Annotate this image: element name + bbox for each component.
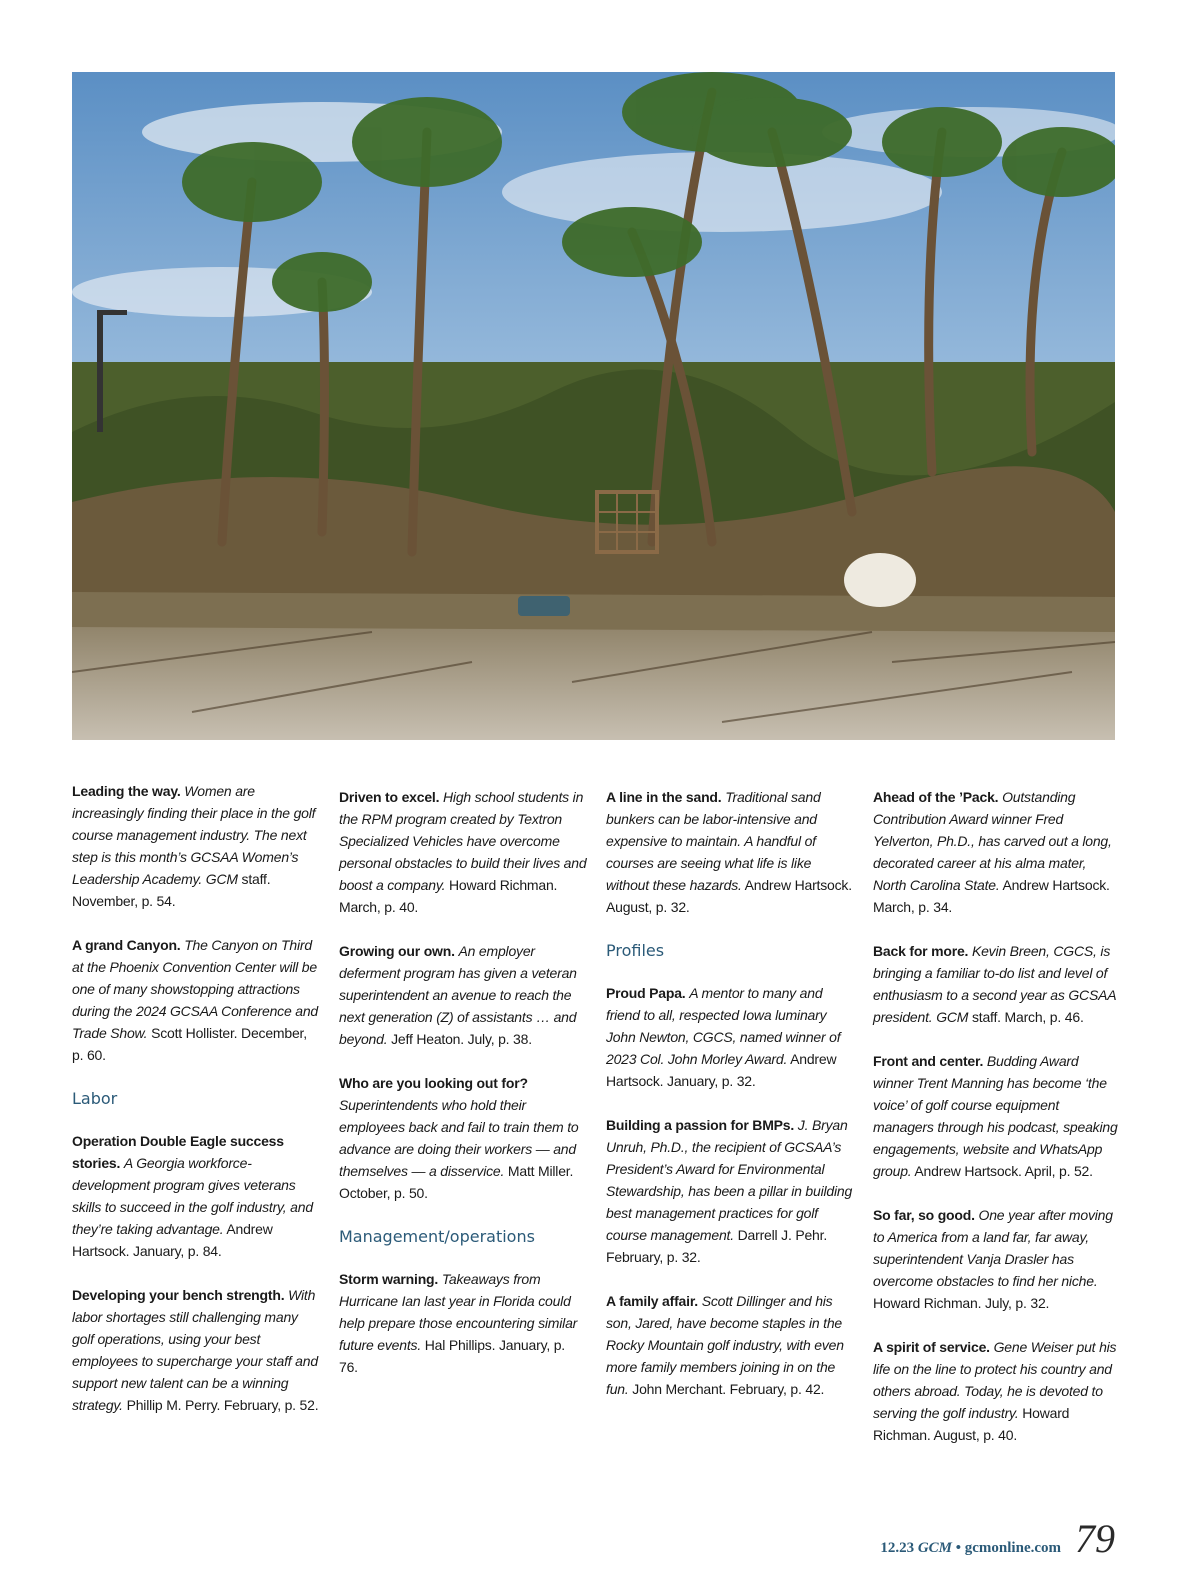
entry [339, 786, 587, 918]
entry-headline: Driven to excel. [339, 789, 440, 805]
entry-source: Andrew Hartsock. January, p. 32. [606, 1051, 837, 1089]
entry [606, 786, 854, 918]
column-1 [72, 780, 320, 1438]
entry-headline: Who are you looking out for? [339, 1075, 528, 1091]
page-number: 79 [1075, 1516, 1115, 1561]
entry-headline: Operation Double Eagle success stories. [72, 1133, 284, 1171]
entry-headline: Leading the way. [72, 783, 181, 799]
entry-source: Howard Richman. March, p. 40. [339, 877, 558, 915]
entry-headline: So far, so good. [873, 1207, 975, 1223]
entry [606, 1114, 854, 1268]
entry-headline: Building a passion for BMPs. [606, 1117, 795, 1133]
entry-headline: Growing our own. [339, 943, 455, 959]
footer-separator: • [955, 1540, 962, 1556]
entry-description: Kevin Breen, CGCS, is bringing a familiar to-do list and level of enthusiasm to a second year as GCSAA president. [873, 943, 1116, 1025]
hurricane-damage-photo [72, 72, 1115, 740]
entry [873, 1336, 1121, 1446]
article-index [72, 780, 1122, 1460]
entry [873, 940, 1121, 1028]
entry-description: Scott Dillinger and his son, Jared, have become staples in the Rocky Mountain golf industry, with even more family members joining in on the fun. [606, 1293, 844, 1397]
section-heading-profiles: Profiles [606, 941, 665, 960]
entry-source: Howard Richman. August, p. 40. [873, 1405, 1070, 1443]
entry [72, 1284, 320, 1416]
entry-source: Matt Miller. October, p. 50. [339, 1163, 574, 1201]
section-heading-management: Management/operations [339, 1227, 535, 1246]
entry [339, 1072, 587, 1204]
entry-description: Takeaways from Hurricane Ian last year in Florida could help prepare those encountering similar future events. [339, 1271, 578, 1353]
issue-date: 12.23 [880, 1540, 915, 1556]
entry-source: Andrew Hartsock. March, p. 34. [873, 877, 1110, 915]
entry-source: John Merchant. February, p. 42. [632, 1381, 825, 1397]
page-footer [880, 1515, 1115, 1562]
photo-illustration [72, 72, 1115, 740]
entry-description: J. Bryan Unruh, Ph.D., the recipient of GCSAA’s President’s Award for Environmental Stewardship, has been a pillar in building best management practices for golf course management. [606, 1117, 853, 1243]
entry-description: Women are increasingly finding their place in the golf course management industry. The next step is this month’s GCSAA Women’s Leadership Academy. [72, 783, 316, 887]
entry [606, 982, 854, 1092]
entry [339, 1268, 587, 1378]
entry [873, 786, 1121, 918]
entry-headline: A line in the sand. [606, 789, 722, 805]
entry-description: Gene Weiser put his life on the line to protect his country and others abroad. Today, he is devoted to serving the golf industry. [873, 1339, 1117, 1421]
entry [339, 940, 587, 1050]
entry-source: staff. March, p. 46. [971, 1009, 1084, 1025]
entry-description: Traditional sand bunkers can be labor-intensive and expensive to maintain. A handful of courses are seeing what life is like without these hazards. [606, 789, 821, 893]
entry-description: A Georgia workforce-development program gives veterans skills to succeed in the golf industry, and they’re taking advantage. [72, 1155, 313, 1237]
entry-headline: Ahead of the ’Pack. [873, 789, 999, 805]
entry-description: Budding Award winner Trent Manning has become ‘the voice’ of golf course equipment managers through his podcast, speaking engagements, website and WhatsApp group. [873, 1053, 1118, 1179]
section-heading-labor: Labor [72, 1089, 118, 1108]
entry-headline: Storm warning. [339, 1271, 439, 1287]
entry-source: Jeff Heaton. July, p. 38. [391, 1031, 532, 1047]
entry-source: Hal Phillips. January, p. 76. [339, 1337, 565, 1375]
entry-source: Darrell J. Pehr. February, p. 32. [606, 1227, 828, 1265]
entry [72, 1130, 320, 1262]
entry-source: Howard Richman. July, p. 32. [873, 1295, 1050, 1311]
footer-meta [880, 1540, 1061, 1557]
column-4 [873, 786, 1121, 1468]
entry-headline: A family affair. [606, 1293, 698, 1309]
entry-source: staff. November, p. 54. [72, 871, 271, 909]
entry [606, 1290, 854, 1400]
entry-description: An employer deferment program has given a veteran superintendent an avenue to reach the next generation (Z) of assistants … and beyond. [339, 943, 577, 1047]
entry-source: Andrew Hartsock. August, p. 32. [606, 877, 852, 915]
entry-publication: GCM [936, 1009, 969, 1025]
entry-description: With labor shortages still challenging many golf operations, using your best employees to supercharge your staff and support new talent can be a winning strategy. [72, 1287, 318, 1413]
entry-description: High school students in the RPM program created by Textron Specialized Vehicles have overcome personal obstacles to build their lives and boost a company. [339, 789, 587, 893]
entry-headline: A grand Canyon. [72, 937, 181, 953]
entry-description: Superintendents who hold their employees back and fail to train them to advance are doing their workers — and themselves — a disservice. [339, 1097, 579, 1179]
entry-description: One year after moving to America from a land far, far away, superintendent Vanja Drasler has overcome obstacles to find her niche. [873, 1207, 1113, 1289]
entry-headline: A spirit of service. [873, 1339, 990, 1355]
entry-description: A mentor to many and friend to all, respected Iowa luminary John Newton, CGCS, named winner of 2023 Col. John Morley Award. [606, 985, 841, 1067]
column-2 [339, 786, 587, 1400]
entry-source: Phillip M. Perry. February, p. 52. [126, 1397, 319, 1413]
entry-headline: Back for more. [873, 943, 969, 959]
entry-source: Andrew Hartsock. January, p. 84. [72, 1221, 273, 1259]
entry-publication: GCM [205, 871, 238, 887]
entry-description: The Canyon on Third at the Phoenix Convention Center will be one of many showstopping attractions during the 2024 GCSAA Conference and Trade Show. [72, 937, 319, 1041]
entry-headline: Developing your bench strength. [72, 1287, 285, 1303]
magazine-name: GCM [917, 1540, 952, 1556]
entry-headline: Proud Papa. [606, 985, 686, 1001]
entry-description: Outstanding Contribution Award winner Fred Yelverton, Ph.D., has carved out a long, decorated career at his alma mater, North Carolina State. [873, 789, 1112, 893]
column-3 [606, 786, 854, 1422]
entry-source: Scott Hollister. December, p. 60. [72, 1025, 307, 1063]
entry [873, 1204, 1121, 1314]
website-link[interactable]: gcmonline.com [964, 1540, 1061, 1556]
entry [72, 780, 320, 912]
entry [873, 1050, 1121, 1182]
entry [72, 934, 320, 1066]
entry-source: Andrew Hartsock. April, p. 52. [914, 1163, 1093, 1179]
entry-headline: Front and center. [873, 1053, 984, 1069]
